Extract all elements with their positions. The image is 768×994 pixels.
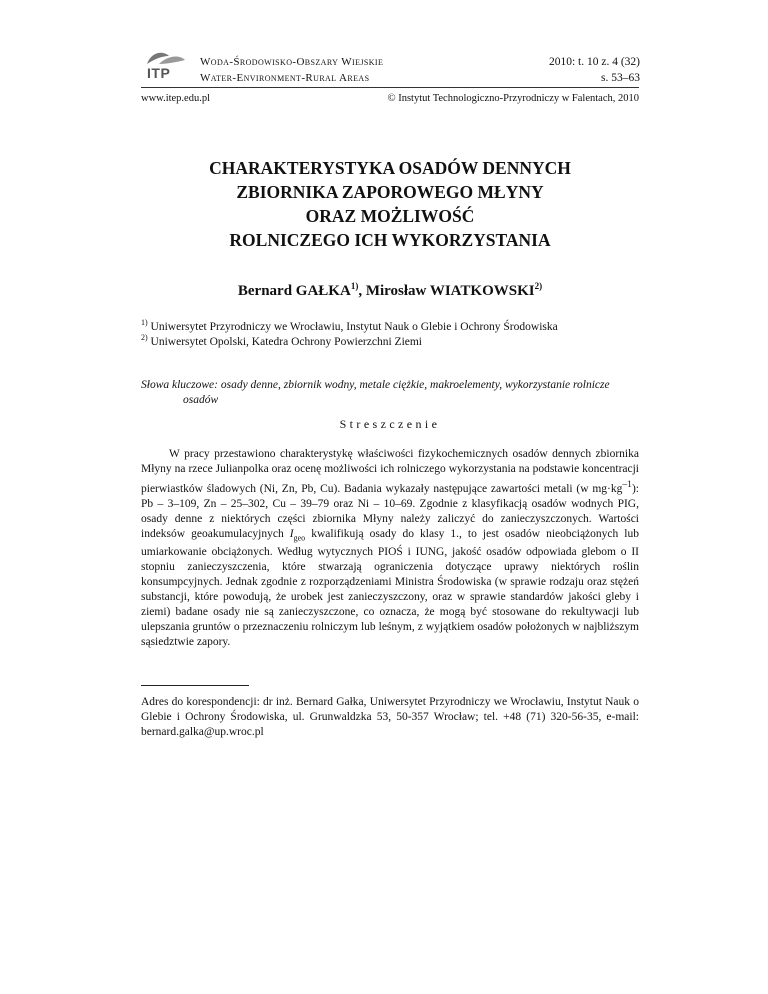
title-line: ROLNICZEGO ICH WYKORZYSTANIA [229,230,551,250]
affiliation: $^{1)}$ Uniwersytet Przyrodniczy we Wrocławiu, Instytut Nauk o Glebie i Ochrony Środowiska [141,318,558,333]
journal-name-pl: Woda-Środowisko-Obszary Wiejskie [200,56,384,68]
logo-text: ITP [147,65,171,81]
keywords: Słowa kluczowe: osady denne, zbiornik wodny, metale ciężkie, makroelementy, wykorzystanie rolnicze osadów [141,379,610,406]
author-name: Bernard GAŁKA [237,283,351,299]
header-rule [141,87,639,88]
page-range: s. 53–63 [601,72,640,84]
authors [141,281,639,300]
copyright-notice: © Instytut Technologiczno-Przyrodniczy w Falentach, 2010 [387,93,639,104]
website-link[interactable]: www.itep.edu.pl [141,93,211,104]
author-name: Mirosław WIATKOWSKI [365,283,535,299]
affiliation: $^{2)}$ Uniwersytet Opolski, Katedra Ochrony Powierzchni Ziemi [141,333,423,348]
abstract-body: W pracy przestawiono charakterystykę właściwości fizykochemicznych osadów dennych zbiornika Młyny na rzece Julianpolka oraz ocenę możliwości ich rolniczego wykorzystania na podstawie koncentracji pierwiastków śladowych (Ni, Zn, Pb, Cu). Badania wykazały następujące zawartości metali (w $mg\cdot kg^{-1}$): Pb – 3–109, Zn – 25–302, Cu – 39–79 oraz Ni – 10–69. Zgodnie z klasyfikacją osadów wodnych PIG, osady denne z niektórych części zbiornika Młyny należy zaliczyć do zanieczyszczonych. Wartości indeksów geoakumulacyjnych $I_{geo}$ kwalifikują osady do klasy 1., to jest osadów nieobciążonych lub umiarkowanie obciążonych. Według wytycznych PIOŚ i IUNG, jakość osadów odpowiada glebom o II stopniu zanieczyszczenia, które stwarzają ograniczenia dotyczące uprawy niektórych roślin konsumpcyjnych. Jednak zgodnie z rozporządzeniami Ministra Środowiska (w sprawie rodzaju oraz stężeń substancji, które powodują, że urobek jest zanieczyszczony, oraz w sprawie standardów jakości gleby i ziemi) badane osady nie są zanieczyszczone, co oznacza, że mogą być stosowane do rekultywacji lub ulepszania gruntów o przeznaczeniu rolniczym lub leśnym, z wyjątkiem osadów położonych w najbliższym sąsiedztwie zapory. [141,448,640,649]
journal-name-en: Water-Environment-Rural Areas [200,72,370,84]
issue-info: 2010: t. 10 z. 4 (32) [548,56,640,68]
author-affiliation-mark: 2) [534,281,543,291]
author-affiliation-mark: 1) [350,281,359,291]
title-line: ORAZ MOŻLIWOŚĆ [305,206,475,226]
footnote-rule [141,685,249,686]
author-separator: , [358,283,366,299]
article-title [141,156,639,252]
title-line: CHARAKTERYSTYKA OSADÓW DENNYCH [209,158,571,178]
title-line: ZBIORNIKA ZAPOROWEGO MŁYNY [236,182,544,202]
correspondence-footnote: Adres do korespondencji: dr inż. Bernard Gałka, Uniwersytet Przyrodniczy we Wrocławiu, Instytut Nauk o Glebie i Ochrony Środowiska, ul. Grunwaldzka 53, 50-357 Wrocław; tel. +48 (71) 320-56-35, e-mail: bernard.galka@up.wroc.pl [141,696,639,738]
abstract-heading: Streszczenie [339,417,441,431]
